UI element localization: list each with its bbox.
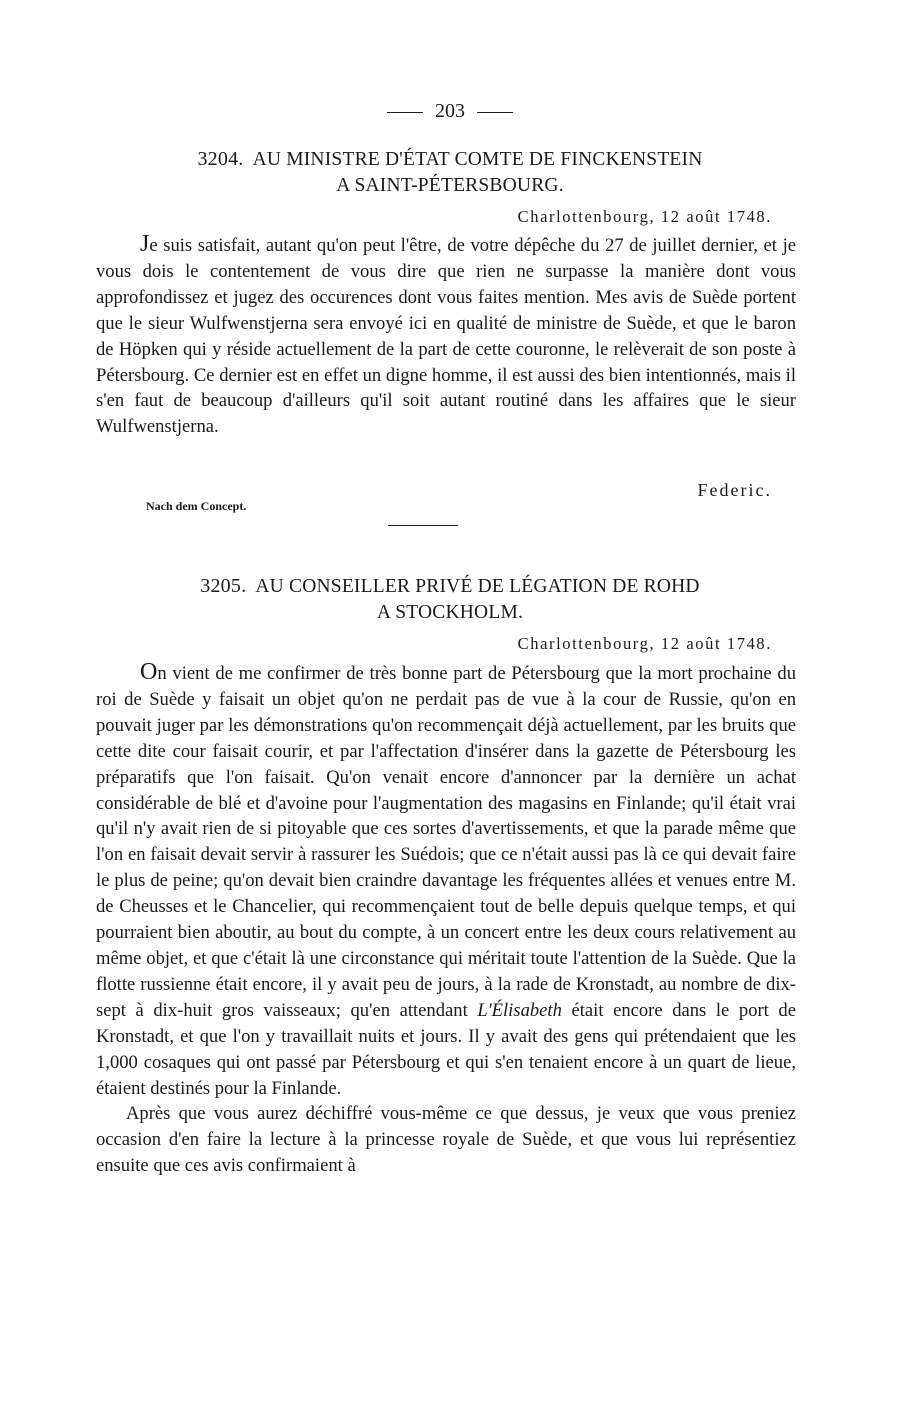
doc2-para1-a: n vient de me confirmer de très bonne part de Pétersbourg que la mort prochaine du roi de Suède y faisait un objet qu'on ne perdait pas de vue à la cour de Russie, qu'on en pouvait juger par les démonstrations qu'on recommençait déjà actuellement, par les bruits que cette dite cour faisait courir, et par l'affectation d'insérer dans la gazette de Pétersbourg les préparatifs que l'on faisait. Qu'on venait encore d'annoncer par la dernière un achat considérable de blé et d'avoine pour l'augmentation des magasins en Finlande; qu'il était vrai qu'il n'y avait rien de si pitoyable que ces sortes d'avertissements, et que la parade même que l'on en faisait devait servir à rassurer les Suédois; que ce n'était aussi pas là ce qui devait faire le plus de peine; qu'on devait bien craindre davantage les fréquentes allées et venues entre M. de Cheusses et le Chancelier, qui recommençaient tout de belle depuis quelque temps, et qui pourraient bien aboutir, au bout du compte, à un concert entre les deux cours relativement au même objet, et que c'était là une circonstance qui méritait toute l'attention de la Suède. Que la flotte russienne était encore, il y avait peu de jours, à la rade de Kronstadt, au nombre de dix-sept à dix-huit gros vaisseaux; qu'en attendant (96, 663, 796, 1021)
ship-name: L'Élisabeth (477, 999, 562, 1021)
doc2-paragraph-2: Après que vous aurez déchiffré vous-même ce que dessus, je veux que vous preniez occasion d'en faire la lecture à la princesse royale de Suède, et que vous lui représentiez ensuite que ces avis confirmaient à (96, 1103, 796, 1177)
doc1-title (100, 146, 800, 199)
doc2-dropcap: O (140, 659, 158, 685)
doc1-text: e suis satisfait, autant qu'on peut l'être, de votre dépêche du 27 de juillet dernier, et je vous dois le contentement de vous dire que rien ne surpasse la manière dont vous approfondissez et jugez des occurences dont vous faites mention. Mes avis de Suède portent que le sieur Wulfwenstjerna sera envoyé ici en qualité de ministre de Suède, et que le baron de Höpken qui y réside actuellement de la part de cette couronne, le relèverait de son poste à Pétersbourg. Ce dernier est en effet un digne homme, il est aussi des bien intentionnés, mais il s'en faut de beaucoup d'ailleurs qu'il soit autant routiné dans les affaires que le sieur Wulfwenstjerna. (96, 235, 796, 438)
doc1-source-note: Nach dem Concept. (146, 499, 247, 513)
doc2-title-line2: A STOCKHOLM. (376, 602, 524, 623)
doc2-title (100, 573, 800, 626)
doc2-title-line1 (100, 573, 800, 600)
doc2-paragraph-1 (96, 660, 796, 1101)
doc1-title-line1 (100, 146, 800, 173)
doc1-title-line2: A SAINT-PÉTERSBOURG. (336, 175, 564, 196)
doc1-date: Charlottenbourg, 12 août 1748. (517, 207, 772, 226)
section-divider (388, 525, 458, 526)
doc2-number: 3205. (200, 575, 247, 597)
doc1-paragraph (96, 232, 796, 440)
page-number: 203 (435, 100, 465, 122)
doc1-body (96, 232, 796, 440)
doc2-date: Charlottenbourg, 12 août 1748. (517, 634, 772, 653)
header-dash-left (387, 112, 423, 113)
doc1-dropcap: J (140, 231, 150, 257)
header-dash-right (477, 112, 513, 113)
doc2-para1-b: était encore dans le port de Kronstadt, et que l'on y travaillait nuits et jours. Il y avait des gens qui prétendaient que les 1,000 cosaques qui ont passé par Pétersbourg et qui s'en tenaient encore à un quart de lieue, étaient destinés pour la Finlande. (96, 999, 796, 1099)
doc2-body (96, 660, 796, 1179)
doc1-signature: Federic. (697, 480, 772, 500)
doc2-title-text: AU CONSEILLER PRIVÉ DE LÉGATION DE ROHD (255, 576, 700, 597)
doc1-number: 3204. (197, 148, 244, 170)
page-header (0, 100, 900, 123)
doc1-title-text: AU MINISTRE D'ÉTAT COMTE DE FINCKENSTEIN (252, 149, 703, 170)
